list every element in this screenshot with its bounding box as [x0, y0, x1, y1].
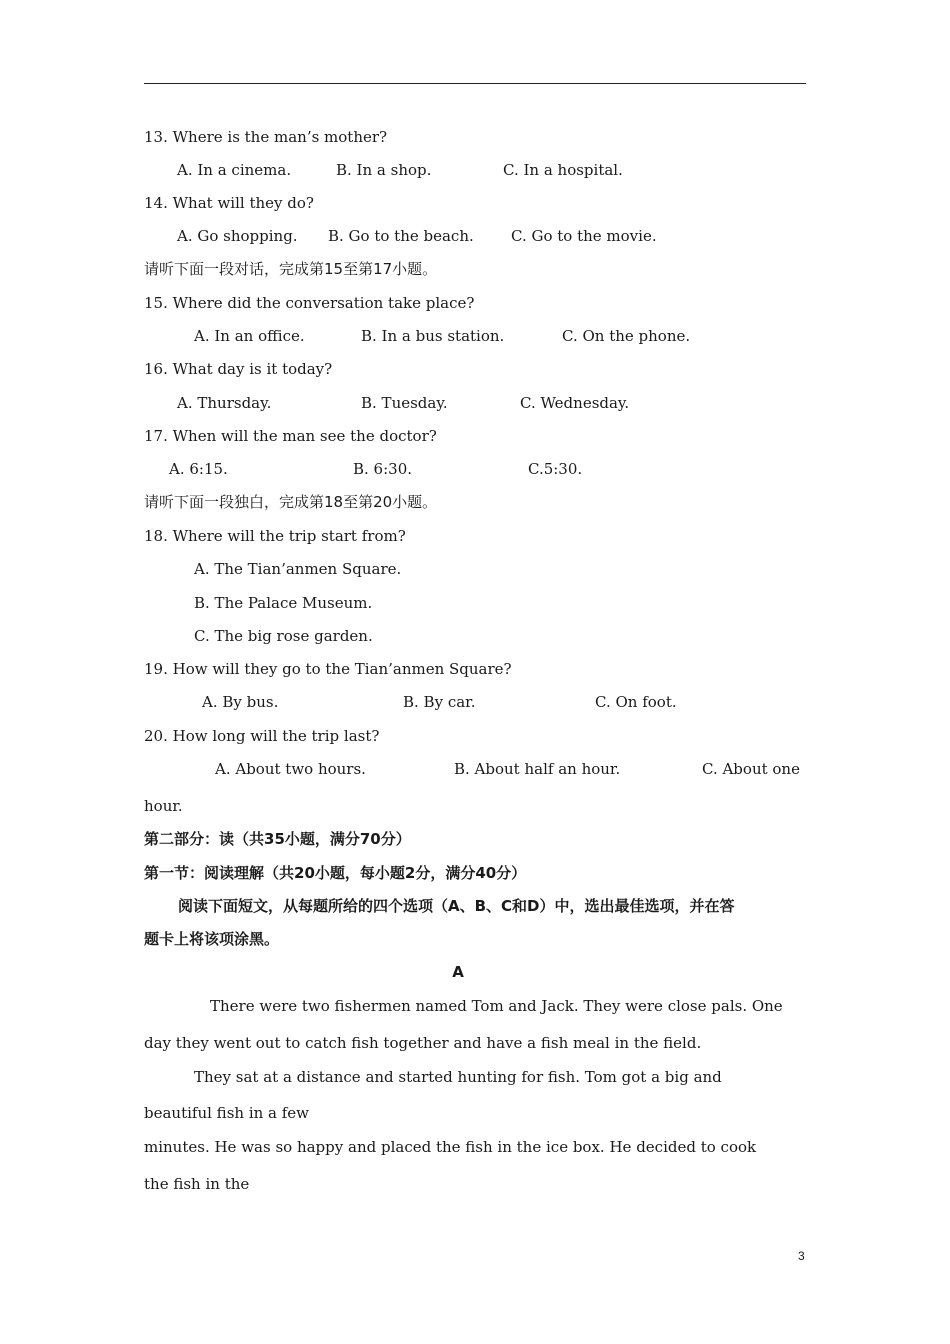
- passage-line-6: the fish in the: [144, 1175, 250, 1193]
- q13-option-c: C. In a hospital.: [503, 161, 623, 179]
- q19-option-a: A. By bus.: [202, 693, 279, 711]
- section-1-title: 第一节：阅读理解（共20小题，每小题2分，满分40分）: [144, 864, 527, 882]
- question-20: 20. How long will the trip last?: [144, 727, 380, 745]
- question-15: 15. Where did the conversation take place?: [144, 294, 475, 312]
- passage-line-5: minutes. He was so happy and placed the fish in the ice box. He decided to cook: [144, 1138, 757, 1156]
- passage-line-2: day they went out to catch fish together and have a fish meal in the field.: [144, 1034, 702, 1052]
- question-19: 19. How will they go to the Tian’anmen Square?: [144, 660, 512, 678]
- q20-option-c-wrap: hour.: [144, 797, 183, 815]
- q18-option-a: A. The Tian’anmen Square.: [194, 560, 402, 578]
- part-2-title: 第二部分：读（共35小题，满分70分）: [144, 830, 411, 848]
- q15-option-c: C. On the phone.: [562, 327, 691, 345]
- q14-option-b: B. Go to the beach.: [328, 227, 474, 245]
- question-17: 17. When will the man see the doctor?: [144, 427, 437, 445]
- q20-option-c: C. About one: [702, 760, 800, 778]
- passage-line-3: They sat at a distance and started hunting for fish. Tom got a big and: [194, 1068, 722, 1086]
- instruction-18-20: 请听下面一段独白，完成第18至第20小题。: [144, 493, 438, 511]
- q18-option-b: B. The Palace Museum.: [194, 594, 373, 612]
- question-14: 14. What will they do?: [144, 194, 314, 212]
- passage-line-1: There were two fishermen named Tom and Jack. They were close pals. One: [210, 997, 783, 1015]
- q13-option-b: B. In a shop.: [336, 161, 432, 179]
- q14-option-c: C. Go to the movie.: [511, 227, 657, 245]
- q16-option-a: A. Thursday.: [177, 394, 272, 412]
- q15-option-a: A. In an office.: [194, 327, 305, 345]
- q17-option-a: A. 6:15.: [169, 460, 228, 478]
- q13-option-a: A. In a cinema.: [177, 161, 292, 179]
- q20-option-a: A. About two hours.: [215, 760, 366, 778]
- reading-instruction-line-2: 题卡上将该项涂黑。: [144, 930, 280, 948]
- q15-option-b: B. In a bus station.: [361, 327, 505, 345]
- question-13: 13. Where is the man’s mother?: [144, 128, 388, 146]
- instruction-15-17: 请听下面一段对话，完成第15至第17小题。: [144, 260, 438, 278]
- q20-option-b: B. About half an hour.: [454, 760, 621, 778]
- passage-label: A: [452, 963, 464, 981]
- page-number: 3: [798, 1249, 805, 1263]
- reading-instruction-line-1: 阅读下面短文，从每题所给的四个选项（A、B、C和D）中，选出最佳选项，并在答: [178, 897, 735, 915]
- q16-option-c: C. Wednesday.: [520, 394, 630, 412]
- question-16: 16. What day is it today?: [144, 360, 333, 378]
- q17-option-b: B. 6:30.: [353, 460, 413, 478]
- question-18: 18. Where will the trip start from?: [144, 527, 406, 545]
- q19-option-b: B. By car.: [403, 693, 476, 711]
- q17-option-c: C.5:30.: [528, 460, 583, 478]
- q18-option-c: C. The big rose garden.: [194, 627, 373, 645]
- passage-line-4: beautiful fish in a few: [144, 1104, 310, 1122]
- q14-option-a: A. Go shopping.: [177, 227, 298, 245]
- header-rule: [144, 83, 806, 84]
- q16-option-b: B. Tuesday.: [361, 394, 448, 412]
- q19-option-c: C. On foot.: [595, 693, 677, 711]
